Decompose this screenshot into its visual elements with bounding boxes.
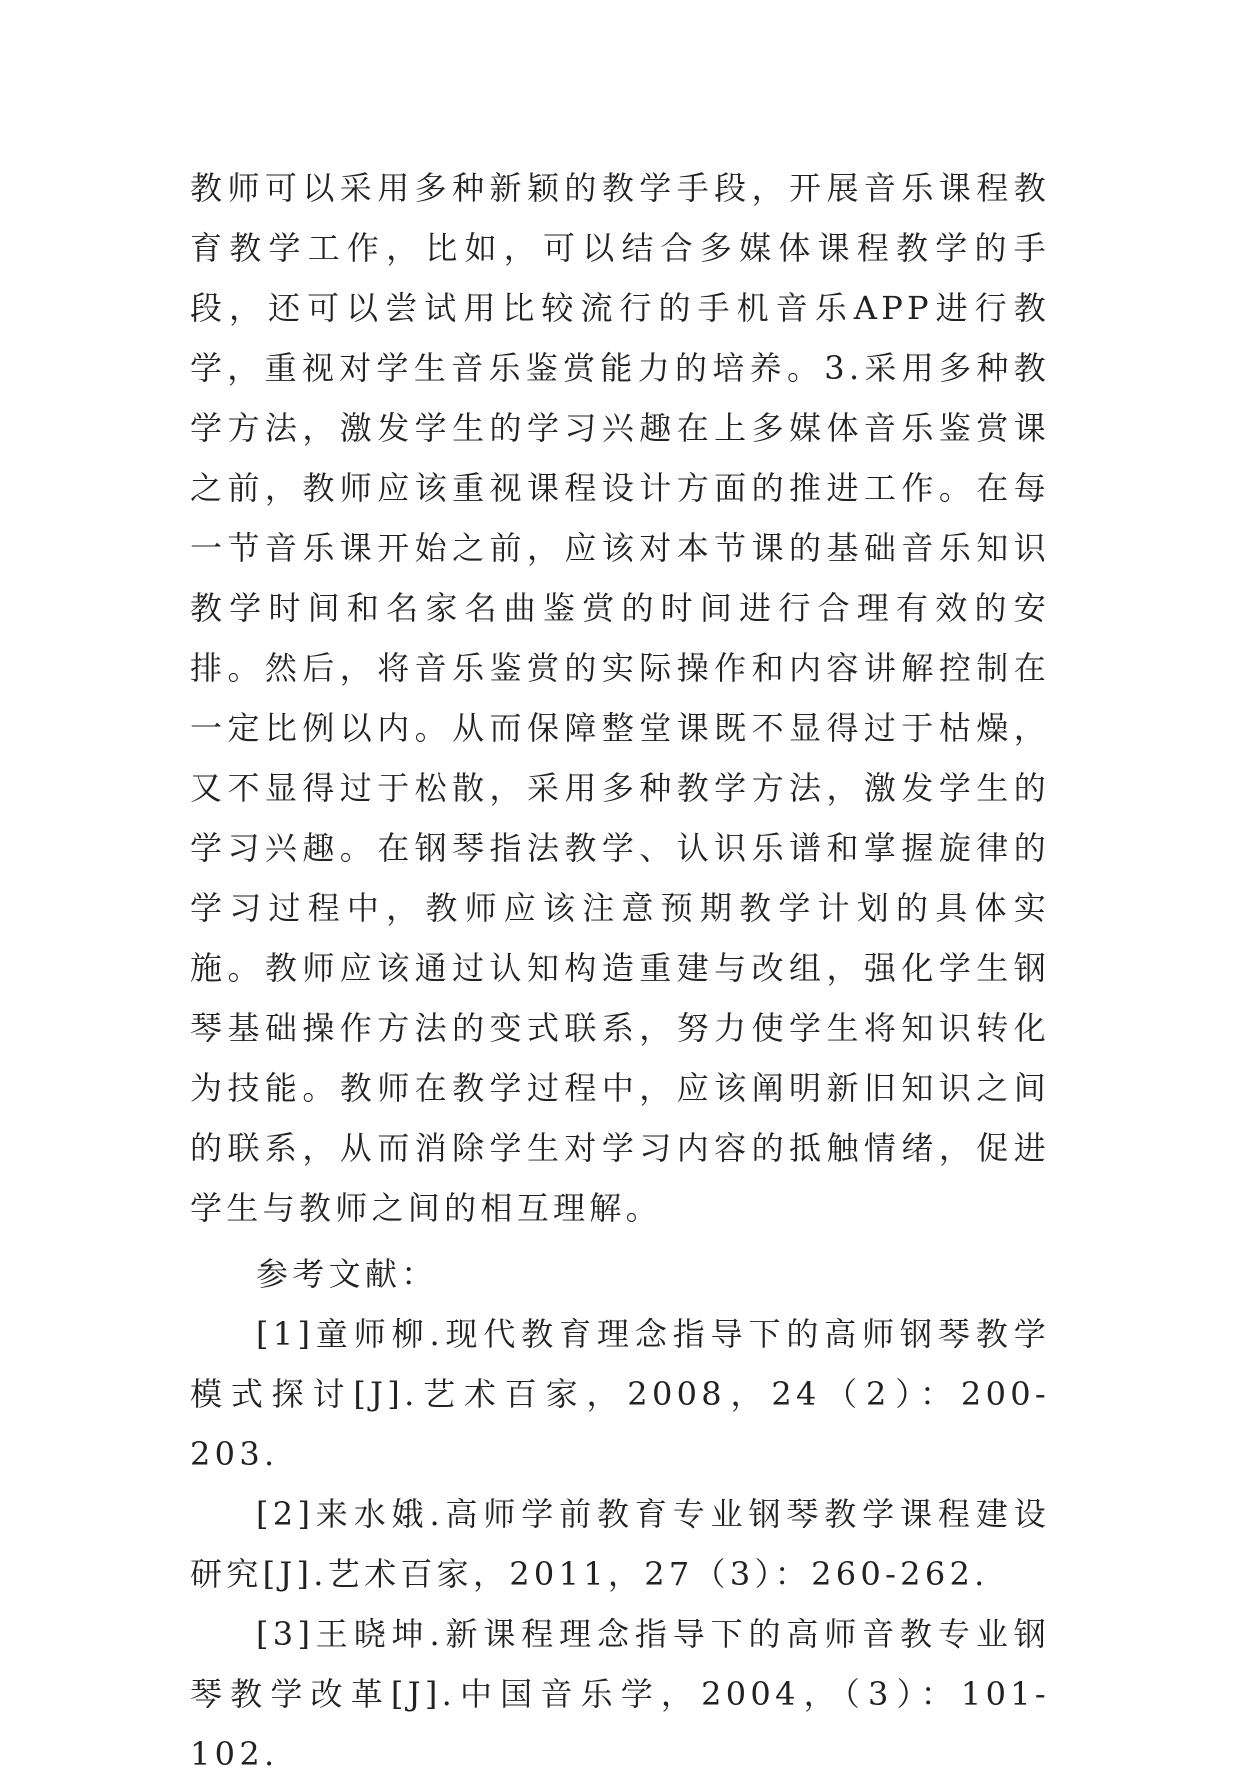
document-page [190,158,1050,1784]
reference-item-2: [2]来水娥.高师学前教育专业钢琴教学课程建设研究[J].艺术百家，2011，27（3）：260-262. [190,1495,1050,1593]
reference-item-3: [3]王晓坤.新课程理念指导下的高师音教专业钢琴教学改革[J].中国音乐学，2004，（3）：101-102. [190,1615,1050,1773]
references-heading: 参考文献： [256,1255,438,1293]
references-section [190,1244,1050,1784]
body-paragraph: 教师可以采用多种新颖的教学手段，开展音乐课程教育教学工作，比如，可以结合多媒体课程教学的手段，还可以尝试用比较流行的手机音乐APP进行教学，重视对学生音乐鉴赏能力的培养。3.采用多种教学方法，激发学生的学习兴趣在上多媒体音乐鉴赏课之前，教师应该重视课程设计方面的推进工作。在每一节音乐课开始之前，应该对本节课的基础音乐知识教学时间和名家名曲鉴赏的时间进行合理有效的安排。然后，将音乐鉴赏的实际操作和内容讲解控制在一定比例以内。从而保障整堂课既不显得过于枯燥，又不显得过于松散，采用多种教学方法，激发学生的学习兴趣。在钢琴指法教学、认识乐谱和掌握旋律的学习过程中，教师应该注意预期教学计划的具体实施。教师应该通过认知构造重建与改组，强化学生钢琴基础操作方法的变式联系，努力使学生将知识转化为技能。教师在教学过程中，应该阐明新旧知识之间的联系，从而消除学生对学习内容的抵触情绪，促进学生与教师之间的相互理解。 [190,169,1050,1227]
reference-item-1: [1]童师柳.现代教育理念指导下的高师钢琴教学模式探讨[J].艺术百家，2008，24（2）：200-203. [190,1315,1050,1473]
